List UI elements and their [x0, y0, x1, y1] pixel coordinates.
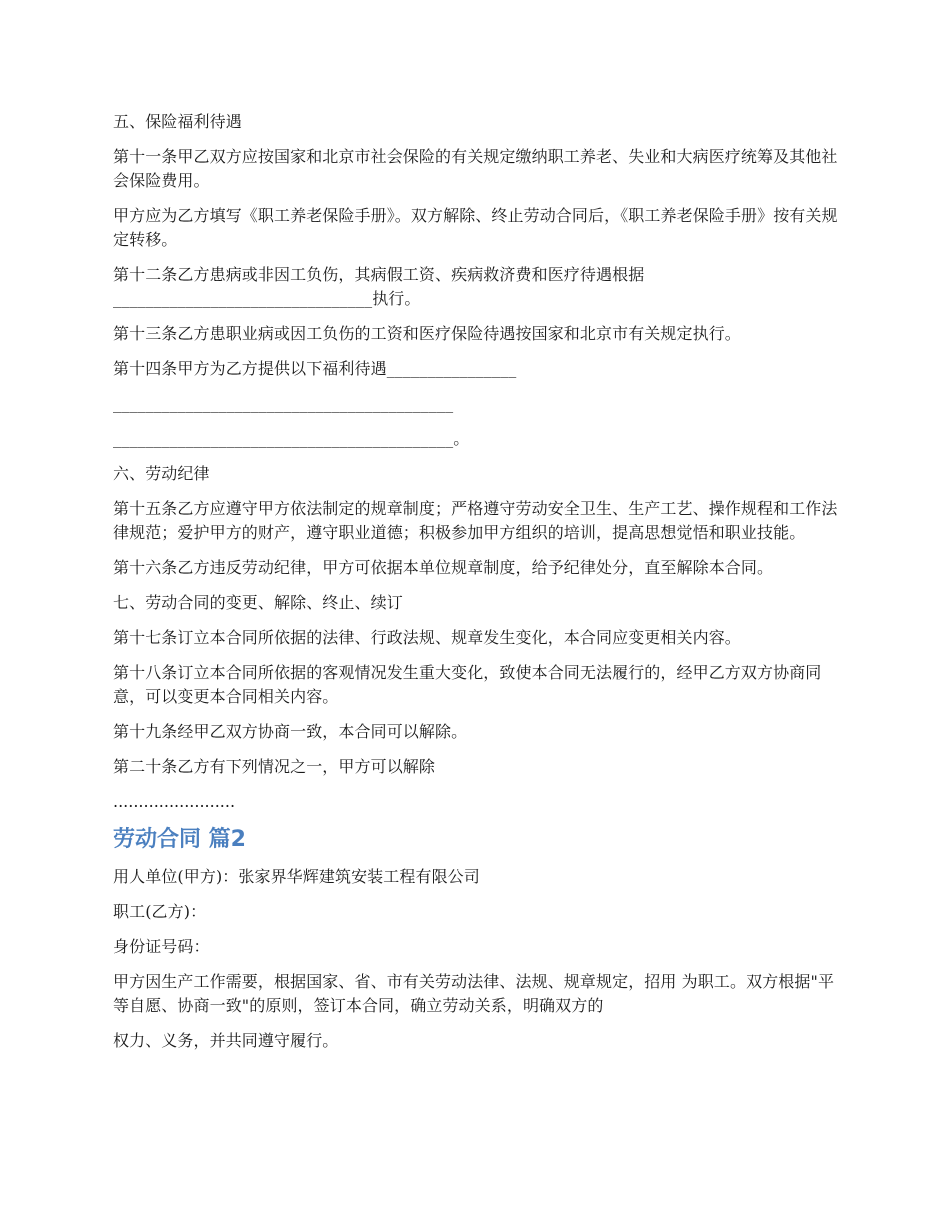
section6-title: 六、劳动纪律 — [113, 464, 210, 483]
article-20: 第二十条乙方有下列情况之一，甲方可以解除 — [113, 757, 436, 776]
article-12: 第十二条乙方患病或非因工负伤，其病假工资、疾病救济费和医疗待遇根据________________________________执行。 — [113, 265, 645, 308]
article-13: 第十三条乙方患职业病或因工负伤的工资和医疗保险待遇按国家和北京市有关规定执行。 — [113, 324, 741, 343]
section5-title: 五、保险福利待遇 — [113, 112, 242, 131]
article-15: 第十五条乙方应遵守甲方依法制定的规章制度；严格遵守劳动安全卫生、生产工艺、操作规程和工作法律规范；爱护甲方的财产，遵守职业道德；积极参加甲方组织的培训，提高思想觉悟和职业技能。 — [113, 499, 838, 542]
blank-line-1: __________________________________________ — [113, 394, 454, 413]
article-18: 第十八条订立本合同所依据的客观情况发生重大变化，致使本合同无法履行的，经甲乙方双方协商同意，可以变更本合同相关内容。 — [113, 663, 822, 706]
article-11: 第十一条甲乙双方应按国家和北京市社会保险的有关规定缴纳职工养老、失业和大病医疗统筹及其他社会保险费用。 — [113, 147, 838, 190]
article-16: 第十六条乙方违反劳动纪律，甲方可依据本单位规章制度，给予纪律处分，直至解除本合同。 — [113, 558, 774, 577]
part2-heading: 劳动合同 篇2 — [113, 827, 246, 852]
blank-line-2: __________________________________________。 — [113, 429, 470, 448]
intro-paragraph-continued: 权力、义务，并共同遵守履行。 — [113, 1031, 339, 1050]
employee-line: 职工(乙方)： — [113, 902, 207, 921]
article-14: 第十四条甲方为乙方提供以下福利待遇________________ — [113, 359, 517, 378]
article-17: 第十七条订立本合同所依据的法律、行政法规、规章发生变化，本合同应变更相关内容。 — [113, 628, 741, 647]
article-11-continued: 甲方应为乙方填写《职工养老保险手册》。双方解除、终止劳动合同后，《职工养老保险手册》按有关规定转移。 — [113, 206, 838, 249]
id-number-line: 身份证号码： — [113, 937, 210, 956]
employer-line: 用人单位(甲方)：张家界华辉建筑安装工程有限公司 — [113, 867, 480, 886]
section7-title: 七、劳动合同的变更、解除、终止、续订 — [113, 593, 403, 612]
article-19: 第十九条经甲乙双方协商一致，本合同可以解除。 — [113, 722, 468, 741]
ellipsis: ........................ — [113, 792, 236, 811]
document-body — [113, 110, 843, 1064]
intro-paragraph: 甲方因生产工作需要，根据国家、省、市有关劳动法律、法规、规章规定，招用 为职工。双方根据"平等自愿、协商一致"的原则，签订本合同，确立劳动关系，明确双方的 — [113, 972, 835, 1015]
